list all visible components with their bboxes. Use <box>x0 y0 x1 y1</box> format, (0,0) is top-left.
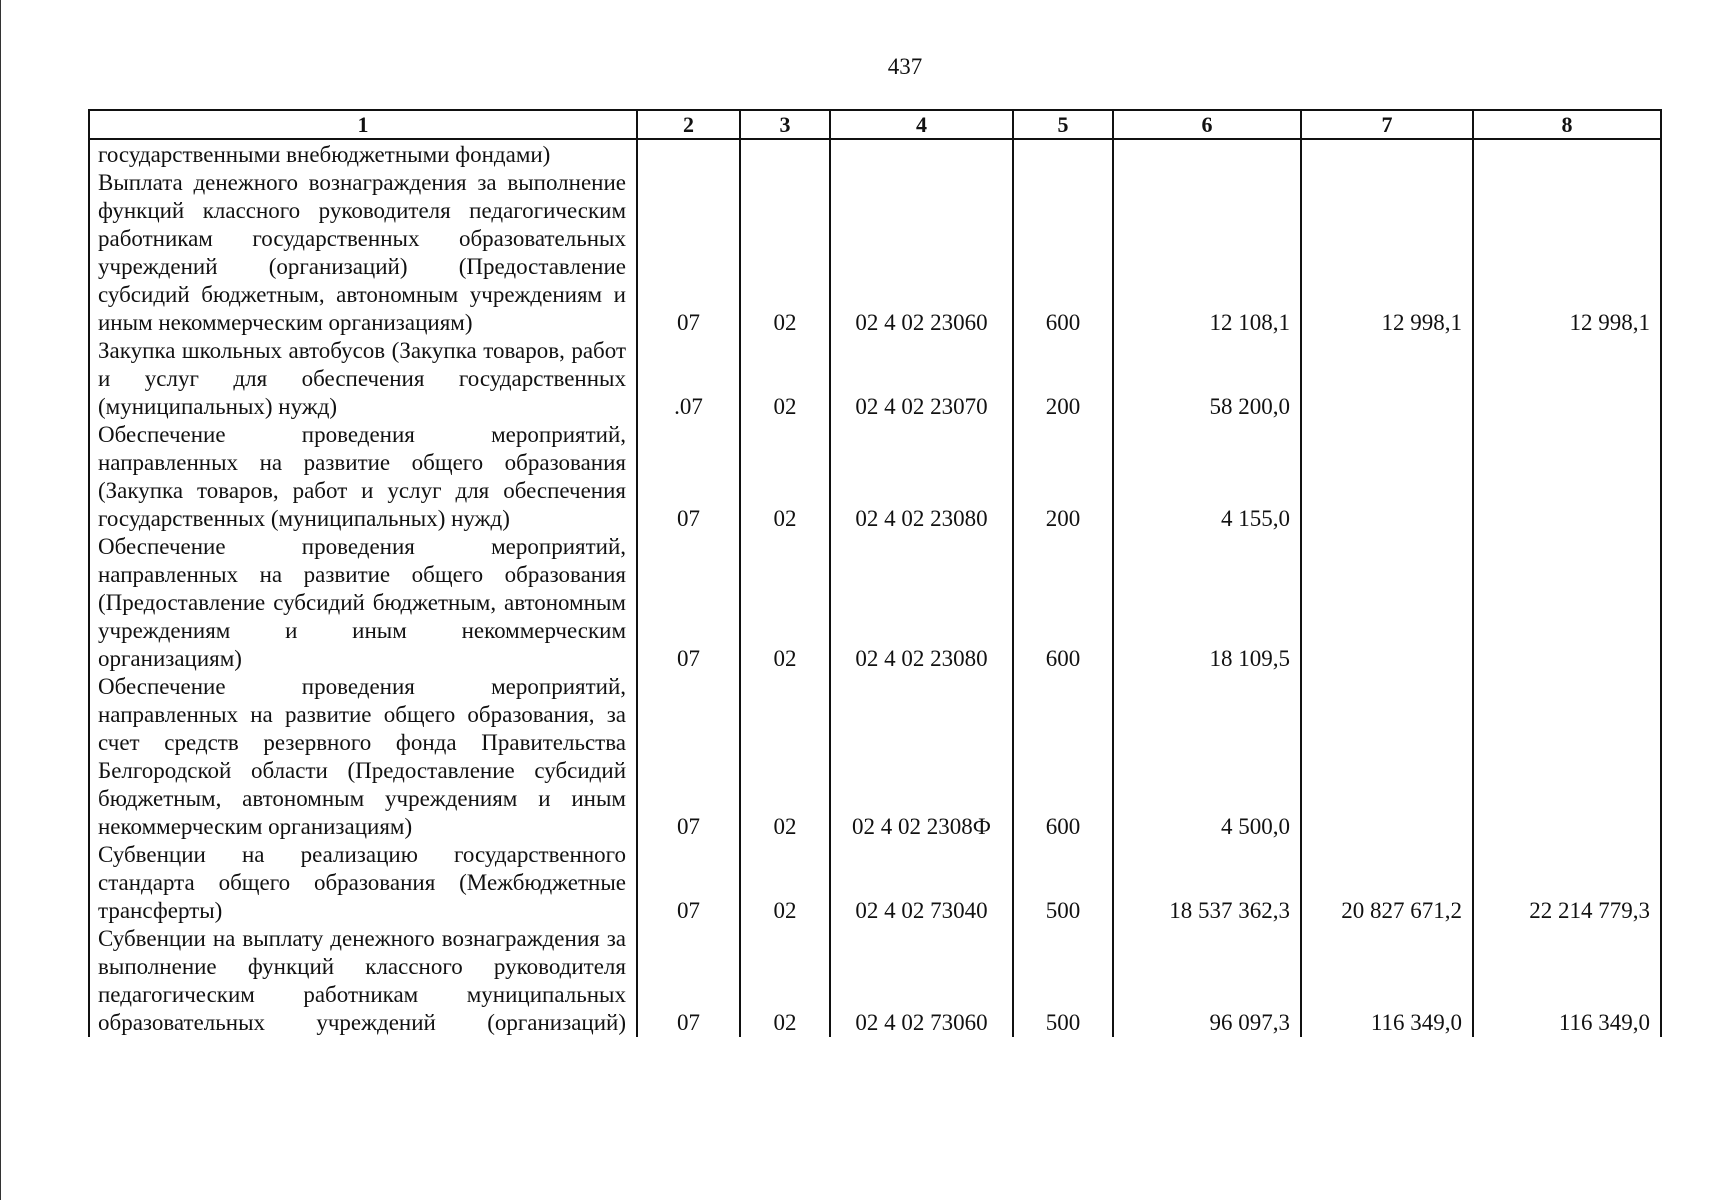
row-expense-type: 600 <box>1013 169 1113 337</box>
row-amount-col6: 58 200,0 <box>1113 337 1301 421</box>
row-description: Обеспечение проведения мероприятий, направленных на развитие общего образования (Закупка товаров, работ и услуг для обеспечения государственных (муниципальных) нужд) <box>89 421 637 533</box>
row-target-code: 02 4 02 23070 <box>830 337 1013 421</box>
row-section: 07 <box>637 841 740 925</box>
header-col-3: 3 <box>740 110 830 139</box>
row-amount-col6: 4 155,0 <box>1113 421 1301 533</box>
table-row <box>89 673 1661 841</box>
row-amount-col6: 4 500,0 <box>1113 673 1301 841</box>
row-description: Обеспечение проведения мероприятий, направленных на развитие общего образования (Предоставление субсидий бюджетным, автономным учреждениям и иным некоммерческим организациям) <box>89 533 637 673</box>
row-section: 07 <box>637 673 740 841</box>
row-description: Обеспечение проведения мероприятий, направленных на развитие общего образования, за счет средств резервного фонда Правительства Белгородской области (Предоставление субсидий бюджетным, автономным учреждениям и иным некоммерческим организациям) <box>89 673 637 841</box>
row-amount-col8: 116 349,0 <box>1473 925 1661 1037</box>
row-subsection: 02 <box>740 337 830 421</box>
row-amount-col7 <box>1301 421 1473 533</box>
row-section <box>637 139 740 169</box>
row-target-code <box>830 139 1013 169</box>
row-subsection <box>740 139 830 169</box>
row-expense-type: 500 <box>1013 925 1113 1037</box>
row-description: государственными внебюджетными фондами) <box>89 139 637 169</box>
row-expense-type: 200 <box>1013 337 1113 421</box>
row-description: Закупка школьных автобусов (Закупка товаров, работ и услуг для обеспечения государственных (муниципальных) нужд) <box>89 337 637 421</box>
row-subsection: 02 <box>740 421 830 533</box>
row-amount-col7 <box>1301 139 1473 169</box>
header-col-5: 5 <box>1013 110 1113 139</box>
row-amount-col7 <box>1301 337 1473 421</box>
row-subsection: 02 <box>740 841 830 925</box>
row-target-code: 02 4 02 23080 <box>830 421 1013 533</box>
row-amount-col6 <box>1113 139 1301 169</box>
row-description: Выплата денежного вознаграждения за выполнение функций классного руководителя педагогическим работникам государственных образовательных учреждений (организаций) (Предоставление субсидий бюджетным, автономным учреждениям и иным некоммерческим организациям) <box>89 169 637 337</box>
row-target-code: 02 4 02 23060 <box>830 169 1013 337</box>
row-amount-col6: 12 108,1 <box>1113 169 1301 337</box>
row-expense-type: 600 <box>1013 533 1113 673</box>
page-number: 437 <box>887 54 923 79</box>
table-row <box>89 169 1661 337</box>
row-section: 07 <box>637 533 740 673</box>
table-row <box>89 337 1661 421</box>
row-target-code: 02 4 02 73040 <box>830 841 1013 925</box>
header-col-4: 4 <box>830 110 1013 139</box>
scan-edge <box>0 0 1 1200</box>
row-section: 07 <box>637 421 740 533</box>
row-amount-col7: 116 349,0 <box>1301 925 1473 1037</box>
header-col-6: 6 <box>1113 110 1301 139</box>
row-amount-col8 <box>1473 673 1661 841</box>
row-amount-col8 <box>1473 139 1661 169</box>
row-description: Субвенции на реализацию государственного стандарта общего образования (Межбюджетные трансферты) <box>89 841 637 925</box>
row-amount-col7 <box>1301 673 1473 841</box>
header-col-7: 7 <box>1301 110 1473 139</box>
header-col-8: 8 <box>1473 110 1661 139</box>
row-expense-type <box>1013 139 1113 169</box>
header-row <box>89 110 1661 139</box>
row-amount-col6: 18 109,5 <box>1113 533 1301 673</box>
table-row <box>89 925 1661 1037</box>
row-amount-col8 <box>1473 337 1661 421</box>
row-subsection: 02 <box>740 169 830 337</box>
row-expense-type: 600 <box>1013 673 1113 841</box>
row-section: 07 <box>637 169 740 337</box>
row-amount-col7: 12 998,1 <box>1301 169 1473 337</box>
row-subsection: 02 <box>740 533 830 673</box>
header-col-1: 1 <box>89 110 637 139</box>
table-row <box>89 421 1661 533</box>
row-amount-col7: 20 827 671,2 <box>1301 841 1473 925</box>
row-amount-col8 <box>1473 533 1661 673</box>
row-amount-col6: 18 537 362,3 <box>1113 841 1301 925</box>
row-description: Субвенции на выплату денежного вознаграждения за выполнение функций классного руководителя педагогическим работникам муниципальных образовательных учреждений (организаций) <box>89 925 637 1037</box>
table-row <box>89 139 1661 169</box>
row-amount-col8 <box>1473 421 1661 533</box>
row-section: 07 <box>637 925 740 1037</box>
row-target-code: 02 4 02 23080 <box>830 533 1013 673</box>
row-amount-col8: 12 998,1 <box>1473 169 1661 337</box>
table-row <box>89 533 1661 673</box>
row-expense-type: 200 <box>1013 421 1113 533</box>
row-amount-col8: 22 214 779,3 <box>1473 841 1661 925</box>
row-section: .07 <box>637 337 740 421</box>
header-col-2: 2 <box>637 110 740 139</box>
row-subsection: 02 <box>740 673 830 841</box>
table-row <box>89 841 1661 925</box>
row-amount-col7 <box>1301 533 1473 673</box>
row-amount-col6: 96 097,3 <box>1113 925 1301 1037</box>
row-expense-type: 500 <box>1013 841 1113 925</box>
row-subsection: 02 <box>740 925 830 1037</box>
row-target-code: 02 4 02 2308Ф <box>830 673 1013 841</box>
row-target-code: 02 4 02 73060 <box>830 925 1013 1037</box>
budget-table <box>88 109 1662 1037</box>
